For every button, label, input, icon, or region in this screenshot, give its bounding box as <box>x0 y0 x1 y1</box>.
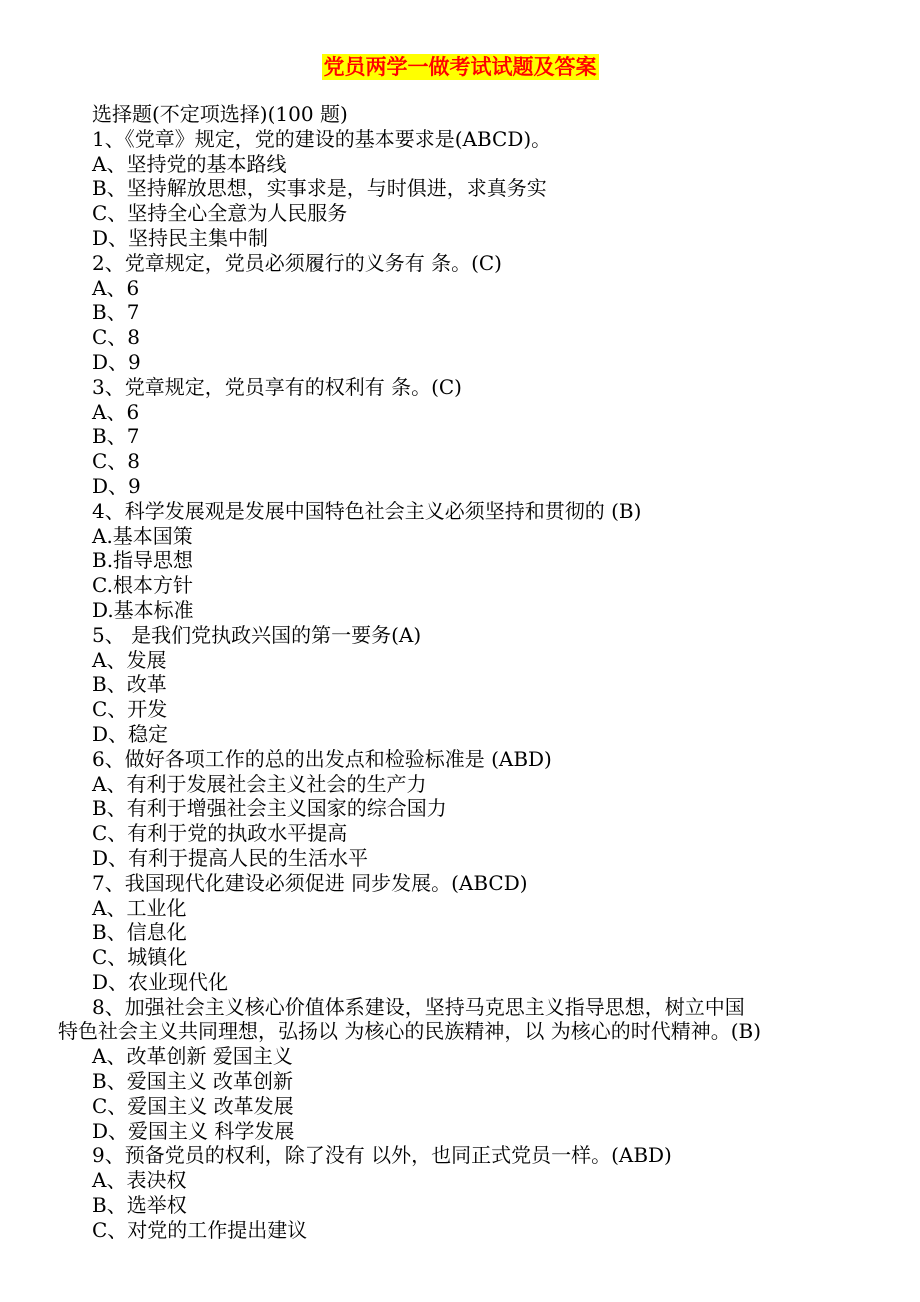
title-wrap <box>0 54 920 80</box>
option-8b: B、爱国主义 改革创新 <box>92 1069 294 1094</box>
option-7d: D、农业现代化 <box>92 969 229 994</box>
option-6a: A、有利于发展社会主义社会的生产力 <box>92 771 427 796</box>
option-6b: B、有利于增强社会主义国家的综合国力 <box>92 796 447 821</box>
section-heading: 选择题(不定项选择)(100 题) <box>92 102 348 126</box>
option-7c: C、城镇化 <box>92 945 188 970</box>
option-2d: D、9 <box>92 349 141 374</box>
option-4b: B.指导思想 <box>92 548 194 573</box>
question-1: 1、《党章》规定，党的建设的基本要求是(ABCD)。 <box>92 126 552 151</box>
option-4a: A.基本国策 <box>92 523 193 548</box>
question-7: 7、我国现代化建设必须促进 同步发展。(ABCD) <box>92 870 528 895</box>
option-5b: B、改革 <box>92 672 167 697</box>
option-3d: D、9 <box>92 473 141 498</box>
option-2a: A、6 <box>92 275 140 300</box>
question-5: 5、 是我们党执政兴国的第一要务(A) <box>92 622 422 647</box>
question-8-line-2: 特色社会主义共同理想，弘扬以 为核心的民族精神，以 为核心的时代精神。(B) <box>58 1019 762 1044</box>
option-5c: C、开发 <box>92 697 168 722</box>
option-1d: D、坚持民主集中制 <box>92 225 269 250</box>
option-3b: B、7 <box>92 424 140 449</box>
option-4d: D.基本标准 <box>92 597 194 622</box>
option-7a: A、工业化 <box>92 895 187 920</box>
question-6: 6、做好各项工作的总的出发点和检验标准是 (ABD) <box>92 746 552 771</box>
option-8d: D、爱国主义 科学发展 <box>92 1118 295 1143</box>
option-1c: C、坚持全心全意为人民服务 <box>92 201 348 226</box>
question-2: 2、党章规定，党员必须履行的义务有 条。(C) <box>92 250 502 275</box>
option-1b: B、坚持解放思想，实事求是，与时俱进，求真务实 <box>92 176 547 201</box>
option-5a: A、发展 <box>92 647 167 672</box>
option-1a: A、坚持党的基本路线 <box>92 151 287 176</box>
option-9a: A、表决权 <box>92 1168 187 1193</box>
option-6d: D、有利于提高人民的生活水平 <box>92 845 369 870</box>
option-3a: A、6 <box>92 399 140 424</box>
option-5d: D、稳定 <box>92 721 169 746</box>
question-3: 3、党章规定，党员享有的权利有 条。(C) <box>92 374 462 399</box>
question-9: 9、预备党员的权利，除了没有 以外，也同正式党员一样。(ABD) <box>92 1143 672 1168</box>
option-9b: B、选举权 <box>92 1193 187 1218</box>
document-body <box>58 102 858 1243</box>
question-8-line-1: 8、加强社会主义核心价值体系建设，坚持马克思主义指导思想，树立中国 <box>92 994 745 1019</box>
option-9c: C、对党的工作提出建议 <box>92 1217 308 1242</box>
option-8c: C、爱国主义 改革发展 <box>92 1093 294 1118</box>
option-2c: C、8 <box>92 325 141 350</box>
option-8a: A、改革创新 爱国主义 <box>92 1044 293 1069</box>
question-4: 4、科学发展观是发展中国特色社会主义必须坚持和贯彻的 (B) <box>92 498 642 523</box>
option-3c: C、8 <box>92 449 141 474</box>
option-7b: B、信息化 <box>92 920 187 945</box>
option-6c: C、有利于党的执政水平提高 <box>92 821 348 846</box>
option-2b: B、7 <box>92 300 140 325</box>
document-title: 党员两学一做考试试题及答案 <box>323 55 597 79</box>
option-4c: C.根本方针 <box>92 573 193 598</box>
